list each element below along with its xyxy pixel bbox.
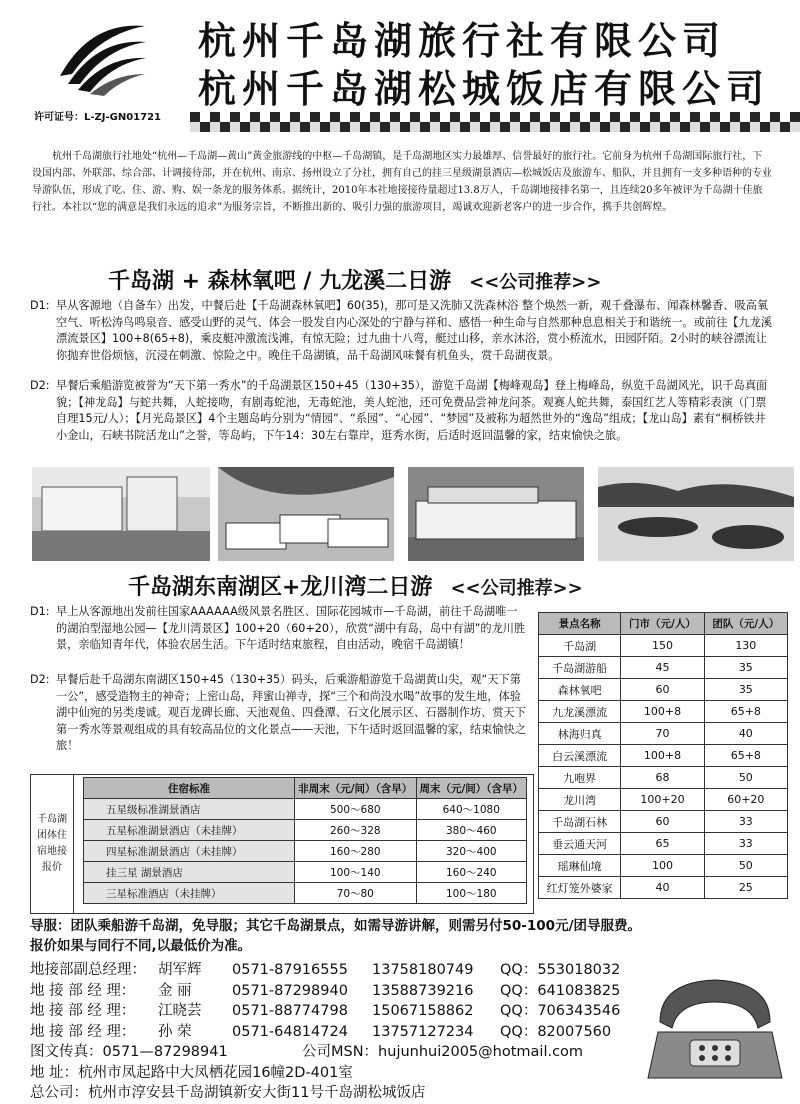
fax: 图文传真：0571—87298941 <box>30 1044 228 1060</box>
notes-price: 报价如果与同行不同,以最低价为准。 <box>30 938 252 954</box>
contact-name: 江晓芸 <box>158 1003 202 1019</box>
price-cell: 65+8 <box>704 701 787 723</box>
price-cell: 100 <box>621 855 704 877</box>
hotel-standard: 挂三星 湖景酒店 <box>84 862 295 883</box>
contact-qq: QQ：553018032 <box>500 962 621 978</box>
contact-mobile: 13588739216 <box>372 982 474 999</box>
price-cell: 33 <box>704 833 787 855</box>
contact-role: 地 接 部 经 理： <box>30 1003 136 1019</box>
contact-phone: 0571-87298940 <box>232 982 348 999</box>
attraction-name: 千岛湖游船 <box>539 657 621 679</box>
tour1-recommend: <<公司推荐>> <box>469 272 602 293</box>
hotel-price: 320～400 <box>416 841 526 862</box>
contact-phone: 0571-88774798 <box>232 1003 348 1019</box>
tour2-day2 <box>30 672 528 755</box>
attraction-name: 千岛湖石林 <box>539 811 621 833</box>
hotel-header: 周末（元/间）（含早） <box>416 778 526 799</box>
price-row <box>539 877 788 899</box>
price-cell: 130 <box>704 635 787 657</box>
attraction-name: 森林氧吧 <box>539 679 621 701</box>
price-cell: 33 <box>704 811 787 833</box>
price-cell: 35 <box>704 657 787 679</box>
price-row <box>539 657 788 679</box>
attraction-name: 瑶琳仙境 <box>539 855 621 877</box>
price-cell: 100+20 <box>621 789 704 811</box>
day-text: 早上从客源地出发前往国家AAAAAA级风景名胜区、国际花园城市—千岛湖，前往千岛湖唯一的湖泊型湿地公园—【龙川湾景区】100+20（60+20），欣赏“湖中有岛，岛中有湖”的龙川胜景，亲临知青年代，体验农居生活。下午适时结束旅程，自由活动，晚宿千岛湖镇！ <box>56 605 526 651</box>
address: 地 址：杭州市凤起路中大凤栖花园16幢2D-401室 <box>30 1064 353 1081</box>
hotel-price: 380～460 <box>416 820 526 841</box>
hotel-price: 70～80 <box>295 883 417 904</box>
contact-name: 金 丽 <box>158 982 192 999</box>
attraction-name: 红灯笼外婆家 <box>539 877 621 899</box>
tour2-title-text: 千岛湖东南湖区+龙川湾二日游 <box>128 575 433 600</box>
price-row <box>539 723 788 745</box>
hotel-price-box <box>30 774 534 914</box>
hotel-standard: 三星标准酒店（未挂牌） <box>84 883 295 904</box>
tour2-recommend: <<公司推荐>> <box>450 578 583 599</box>
header <box>0 0 800 128</box>
hotel-standard: 五星级标准湖景酒店 <box>84 799 295 820</box>
hotel-side-text: 千岛湖团体住宿地接报价 <box>37 814 67 873</box>
tour1-title-text: 千岛湖 + 森林氧吧 / 九龙溪二日游 <box>108 269 452 294</box>
price-cell: 65 <box>621 833 704 855</box>
hotel-row <box>84 862 527 883</box>
hotel-standard: 五星标准湖景酒店（未挂牌） <box>84 820 295 841</box>
hotel-standard: 四星标准湖景酒店（未挂牌） <box>84 841 295 862</box>
attraction-name: 龙川湾 <box>539 789 621 811</box>
attraction-name: 九龙溪漂流 <box>539 701 621 723</box>
company-title-2: 杭州千岛湖松城饭店有限公司 <box>198 67 771 111</box>
attraction-name: 九咆界 <box>539 767 621 789</box>
tour1-day2 <box>30 378 775 444</box>
price-header: 门市（元/人） <box>621 613 704 635</box>
contact-qq: QQ：706343546 <box>500 1003 621 1019</box>
cruise-ship-photo <box>408 467 584 561</box>
notes <box>30 916 641 956</box>
contact-role: 地接部副总经理： <box>30 962 146 978</box>
price-cell: 68 <box>621 767 704 789</box>
price-row <box>539 855 788 877</box>
msn: 公司MSN：hujunhui2005@hotmail.com <box>302 1044 584 1060</box>
attraction-name: 垂云通天河 <box>539 833 621 855</box>
price-row <box>539 635 788 657</box>
hotel-price: 160～240 <box>416 862 526 883</box>
tour2-day1 <box>30 604 528 654</box>
price-cell: 50 <box>704 767 787 789</box>
price-cell: 40 <box>621 877 704 899</box>
telephone-icon <box>640 962 790 1082</box>
checker-divider-2 <box>190 122 800 132</box>
photo-strip <box>32 467 794 561</box>
price-cell: 60 <box>621 811 704 833</box>
price-row <box>539 767 788 789</box>
day-label: D2: <box>30 379 50 392</box>
price-cell: 45 <box>621 657 704 679</box>
day-text: 早餐后赴千岛湖东南湖区150+45（130+35）码头，后乘游船游览千岛湖黄山尖，观“天下第一公”，感受造物主的神奇；上密山岛，拜蜜山禅寺，探“三个和尚没水喝”故事的发生地，体验湖中仙宛的另类虔诚。观百龙碑长廊、天池观鱼、四叠潭、石文化展示区、石器制作坊、赏天下第一秀水等景观组成的具有较高品位的文化景点——天池，下午适时返回温馨的家，结束愉快之旅！ <box>56 673 526 752</box>
lake-islands-photo <box>598 467 794 561</box>
contact-name: 胡军辉 <box>158 962 202 978</box>
contact-mobile: 13758180749 <box>372 962 474 978</box>
contact-qq: QQ：641083825 <box>500 982 621 999</box>
hotel-price: 100～180 <box>416 883 526 904</box>
price-row <box>539 679 788 701</box>
hotel-row <box>84 883 527 904</box>
price-row <box>539 789 788 811</box>
attraction-name: 千岛湖 <box>539 635 621 657</box>
price-cell: 60+20 <box>704 789 787 811</box>
day-label: D2: <box>30 673 50 686</box>
price-cell: 25 <box>704 877 787 899</box>
day-text: 早从客源地（自备车）出发，中餐后赴【千岛湖森林氧吧】60(35)，那可是又洗肺又洗森林浴 整个焕然一新，观千叠瀑布、闻森林馨香、吸高氧空气、听松涛鸟鸣泉音、感受山野的灵气、体会一股发自内心深处的宁静与祥和、感悟一种生命与自然那种息息相关于和谐统一。或前往【九龙溪漂流景区】100+8(65+8)，乘皮艇冲激流浅滩，有惊无险；过九曲十八弯，艇过山移，亲水沐浴，赏小桥流水，田园阡陌。2小时的峡谷漂流让你抛弃世俗烦恼，沉浸在刺激、惊险之中。晚住千岛湖镇，品千岛湖风味餐有机鱼头，赏千岛湖夜景。 <box>56 299 773 362</box>
hq-address: 总公司：杭州市淳安县千岛湖镇新安大街11号千岛湖松城饭店 <box>30 1085 426 1101</box>
price-header: 团队（元/人） <box>704 613 787 635</box>
price-cell: 150 <box>621 635 704 657</box>
price-cell: 60 <box>621 679 704 701</box>
price-table <box>538 612 788 899</box>
price-cell: 50 <box>704 855 787 877</box>
price-row <box>539 745 788 767</box>
contact-mobile: 13757127234 <box>372 1023 474 1040</box>
hotel-photo <box>32 467 210 561</box>
contact-phone: 0571-87916555 <box>232 962 348 978</box>
price-cell: 100+8 <box>621 745 704 767</box>
tour1-title <box>108 264 601 295</box>
hotel-price: 100～140 <box>295 862 417 883</box>
contact-role: 地 接 部 经 理： <box>30 982 136 999</box>
company-logo-icon <box>50 16 150 96</box>
notes-guide: 导服：团队乘船游千岛湖，免导服；其它千岛湖景点，如需导游讲解，则需另付50-100元/团导服费。 <box>30 918 641 934</box>
tour2-title <box>128 570 583 601</box>
tour1-day1 <box>30 298 775 364</box>
price-cell: 70 <box>621 723 704 745</box>
contact-mobile: 15067158862 <box>372 1003 474 1019</box>
hotel-price: 640～1080 <box>416 799 526 820</box>
contact-role: 地 接 部 经 理： <box>30 1023 136 1040</box>
price-row <box>539 811 788 833</box>
permit-number: 许可证号：L-ZJ-GN01721 <box>34 112 162 123</box>
hotel-price: 160～280 <box>295 841 417 862</box>
hotel-price: 500～680 <box>295 799 417 820</box>
hotel-header: 住宿标准 <box>84 778 295 799</box>
hotel-table <box>83 777 527 904</box>
hotel-header: 非周末（元/间）（含早） <box>295 778 417 799</box>
contact-phone: 0571-64814724 <box>232 1023 348 1040</box>
hotel-price: 260～328 <box>295 820 417 841</box>
price-row <box>539 833 788 855</box>
price-cell: 100+8 <box>621 701 704 723</box>
price-row <box>539 701 788 723</box>
hotel-side-label <box>31 775 74 913</box>
company-title-1: 杭州千岛湖旅行社有限公司 <box>198 19 727 63</box>
company-intro: 杭州千岛湖旅行社地处“杭州—千岛湖—黄山”黄金旅游线的中枢—千岛湖镇，是千岛湖地区实力最雄厚、信誉最好的旅行社。它前身为杭州千岛湖国际旅行社，下设国内部、外联部、综合部、计调接待部，并在杭州、南京、扬州设立了分社，拥有自己的挂三星级湖景酒店—松城饭店及旅游车、船队，并且拥有一支多种语种的专业导游队伍，形成了吃、住、游、购、娱一条龙的服务体系。据统计，2010年本社地接接待量超过13.8万人，千岛湖地接排名第一，且连续20多年被评为千岛湖十佳旅行社。本社以“您的满意是我们永远的追求”为服务宗旨，不断推出新的、吸引力强的旅游项目，竭诚欢迎新老客户的进一步合作，携手共创辉煌。 <box>32 151 772 213</box>
price-header: 景点名称 <box>539 613 621 635</box>
buses-photo <box>218 467 394 561</box>
hotel-row <box>84 799 527 820</box>
contact-name: 孙 荣 <box>158 1023 192 1040</box>
price-cell: 40 <box>704 723 787 745</box>
day-text: 早餐后乘船游览被誉为“天下第一秀水”的千岛湖景区150+45（130+35），游览千岛湖【梅峰观岛】登上梅峰岛，纵览千岛湖风光，识千岛真面貌；【神龙岛】与蛇共舞，人蛇接吻，有剧毒蛇池，无毒蛇池，美人蛇池，还可免费品尝神龙问茶。观赛人蛇共舞，泰国红艺人等精彩表演（门票自理15元/人）；【月光岛景区】4个主题岛屿分别为“情园”、“系园”、“心园”、“梦园”及被称为超然世外的“逸岛”组成；【龙山岛】素有“桐桥铁井小金山，石峡书院活龙山”之誉，等岛屿，下午14：30左右靠岸，逛秀水街，后适时返回温馨的家，结束愉快之旅。 <box>56 379 768 442</box>
hotel-row <box>84 841 527 862</box>
day-label: D1: <box>30 299 50 312</box>
price-cell: 65+8 <box>704 745 787 767</box>
attraction-name: 林海归真 <box>539 723 621 745</box>
contact-qq: QQ：82007560 <box>500 1023 612 1040</box>
hotel-row <box>84 820 527 841</box>
price-cell: 35 <box>704 679 787 701</box>
day-label: D1: <box>30 605 50 618</box>
attraction-name: 白云溪漂流 <box>539 745 621 767</box>
